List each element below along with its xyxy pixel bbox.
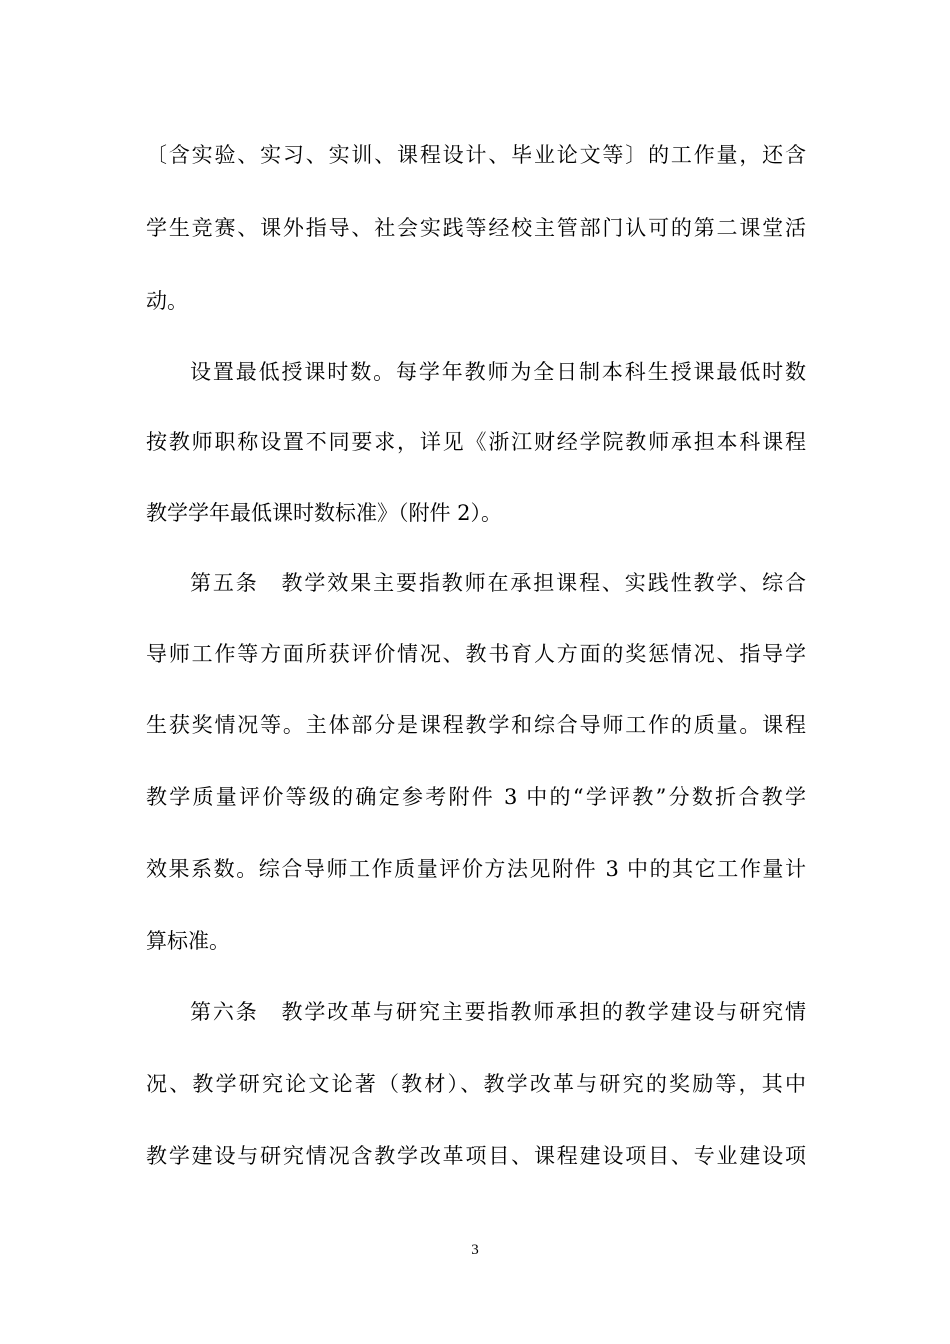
page-number: 3 bbox=[471, 1242, 479, 1258]
paragraph-line: 教学建设与研究情况含教学改革项目、课程建设项目、专业建设项 bbox=[146, 1144, 806, 1168]
paragraph-line: 效果系数。综合导师工作质量评价方法见附件 3 中的其它工作量计 bbox=[146, 857, 806, 881]
paragraph-line: 算标准。 bbox=[146, 929, 230, 953]
article-6-heading-line: 第六条 教学改革与研究主要指教师承担的教学建设与研究情 bbox=[190, 1000, 806, 1024]
paragraph-line: 动。 bbox=[146, 289, 188, 313]
paragraph-line: 设置最低授课时数。每学年教师为全日制本科生授课最低时数 bbox=[190, 360, 806, 384]
paragraph-line: 学生竞赛、课外指导、社会实践等经校主管部门认可的第二课堂活 bbox=[146, 216, 806, 240]
paragraph-line: 教学质量评价等级的确定参考附件 3 中的“学评教”分数折合教学 bbox=[146, 785, 806, 809]
paragraph-line: 况、教学研究论文论著（教材）、教学改革与研究的奖励等，其中 bbox=[146, 1072, 806, 1096]
paragraph-line: 〔含实验、实习、实训、课程设计、毕业论文等〕的工作量，还含 bbox=[146, 143, 806, 167]
paragraph-line: 生获奖情况等。主体部分是课程教学和综合导师工作的质量。课程 bbox=[146, 713, 806, 737]
paragraph-line: 导师工作等方面所获评价情况、教书育人方面的奖惩情况、指导学 bbox=[146, 642, 806, 666]
paragraph-line: 教学学年最低课时数标准》（附件 2）。 bbox=[146, 501, 503, 525]
article-5-heading-line: 第五条 教学效果主要指教师在承担课程、实践性教学、综合 bbox=[190, 571, 806, 595]
paragraph-line: 按教师职称设置不同要求，详见《浙江财经学院教师承担本科课程 bbox=[146, 430, 806, 454]
